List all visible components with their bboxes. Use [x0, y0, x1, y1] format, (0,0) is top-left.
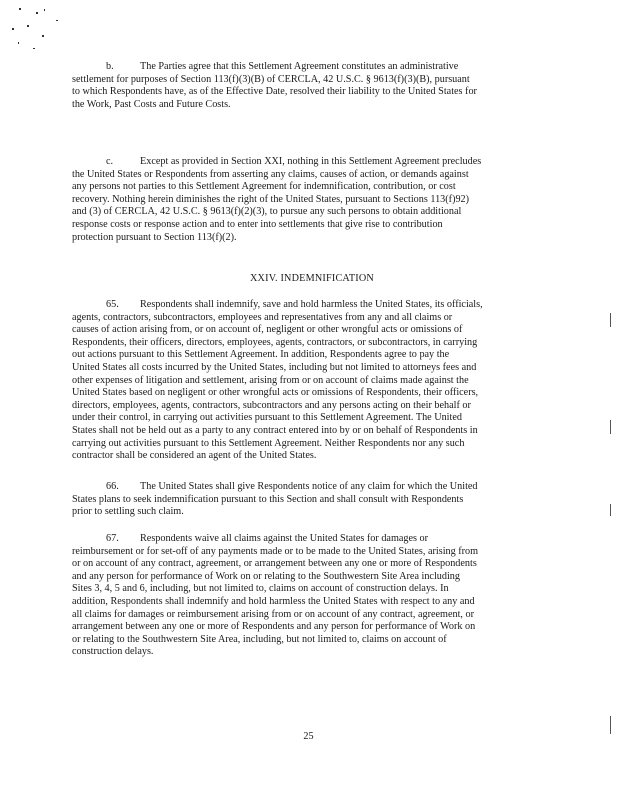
paragraph-66 [72, 481, 552, 519]
paragraph-line: out actions pursuant to this Settlement Agreement. In addition, Respondents agree to pay the [72, 349, 450, 361]
paragraph-line: The Parties agree that this Settlement Agreement constitutes an administrative [140, 61, 459, 72]
paragraph-line: and any person for performance of Work on or relating to the Southwestern Site Area including [72, 570, 460, 582]
paragraph-line: settlement for purposes of Section 113(f)(3)(B) of CERCLA, 42 U.S.C. § 9613(f)(3)(B), pursuant [72, 73, 470, 85]
paragraph-line: reimbursement or for set-off of any payments made or to be made to the United States, arising from [72, 545, 479, 557]
paragraph-line: other expenses of litigation and settlement, arising from or on account of claims made against the [72, 374, 469, 386]
paragraph-line: to which Respondents have, as of the Effective Date, resolved their liability to the United States for [72, 86, 477, 98]
paragraph-line: Respondents waive all claims against the United States for damages or [140, 533, 429, 544]
page-number: 25 [303, 731, 314, 742]
paragraph-line: United States based on negligent or other wrongful acts or omissions of Respondents, their officers, [72, 387, 479, 399]
paragraph-line: construction delays. [72, 646, 154, 658]
section-heading: XXIV. INDEMNIFICATION [250, 273, 374, 284]
paragraph-b [72, 61, 552, 111]
scan-speck [56, 20, 58, 21]
paragraph-line: or relating to the Southwestern Site Area, including, but not limited to, claims on account of [72, 633, 447, 645]
paragraph-line: United States all costs incurred by the United States, including but not limited to attorneys fees and [72, 361, 477, 373]
scan-speck [42, 35, 44, 37]
paragraph-line: Respondents shall indemnify, save and hold harmless the United States, its officials, [140, 299, 483, 310]
paragraph-line: addition, Respondents shall indemnify and hold harmless the United States with respect to any and [72, 595, 475, 607]
paragraph-line: States plans to seek indemnification pursuant to this Section and shall consult with Respondents [72, 493, 464, 505]
paragraph-label: b. [106, 61, 114, 72]
paragraph-line: Respondents, their officers, directors, employees, agents, contractors, or subcontractors, in carrying [72, 336, 478, 348]
paragraph-line: under their control, in carrying out activities pursuant to this Settlement Agreement. The United [72, 412, 462, 424]
paragraph-line: recovery. Nothing herein diminishes the right of the United States, pursuant to Sections 113(f)92) [72, 193, 470, 205]
paragraph-label: 67. [106, 533, 119, 544]
paragraph-line: prior to settling such claim. [72, 506, 184, 518]
paragraph-line: the United States or Respondents from asserting any claims, causes of action, or demands against [72, 168, 469, 180]
paragraph-line: arrangement between any one or more of Respondents and any person for performance of Work on [72, 621, 476, 633]
scan-speck [27, 25, 29, 27]
paragraph-67 [72, 533, 552, 659]
paragraph-line: Except as provided in Section XXI, nothing in this Settlement Agreement precludes [140, 156, 482, 167]
paragraph-line: any persons not parties to this Settlement Agreement for indemnification, contribution, or cost [72, 181, 456, 193]
scan-speck [18, 42, 19, 44]
margin-mark [610, 420, 611, 434]
scan-speck [33, 48, 35, 49]
paragraph-label: 66. [106, 481, 119, 492]
scan-speck [44, 9, 45, 11]
paragraph-line: directors, employees, agents, contractors, subcontractors and any persons acting on their behalf or [72, 399, 471, 411]
paragraph-line: response costs or response action and to enter into settlements that give rise to contribution [72, 218, 443, 230]
scan-speck [36, 12, 38, 14]
paragraph-line: all claims for damages or reimbursement arising from or on account of any contract, agreement, or [72, 608, 474, 620]
paragraph-line: agents, contractors, subcontractors, employees and representatives from any and all claims or [72, 311, 453, 323]
paragraph-65 [72, 299, 552, 463]
paragraph-line: and (3) of CERCLA, 42 U.S.C. § 9613(f)(2)(3), to pursue any such persons to obtain additional [72, 206, 462, 218]
paragraph-line: or on account of any contract, agreement, or arrangement between any one or more of Respondents [72, 558, 477, 570]
paragraph-label: c. [106, 156, 114, 167]
paragraph-line: States shall not be held out as a party to any contract entered into by or on behalf of Respondents in [72, 424, 478, 436]
paragraph-line: carrying out activities pursuant to this Settlement Agreement. Neither Respondents nor any such [72, 437, 465, 449]
scan-speck [19, 8, 21, 10]
paragraph-line: contractor shall be considered an agent of the United States. [72, 450, 317, 462]
paragraph-c [72, 156, 552, 244]
paragraph-label: 65. [106, 299, 119, 310]
paragraph-line: The United States shall give Respondents notice of any claim for which the United [140, 481, 478, 492]
paragraph-line: Sites 3, 4, 5 and 6, including, but not limited to, claims on account of construction delays. In [72, 583, 449, 595]
margin-mark [610, 504, 611, 516]
scan-speck [12, 28, 14, 30]
paragraph-line: causes of action arising from, or on account of, negligent or other wrongful acts or omissions of [72, 324, 463, 336]
paragraph-line: protection pursuant to Section 113(f)(2). [72, 231, 237, 243]
paragraph-line: the Work, Past Costs and Future Costs. [72, 98, 231, 110]
margin-mark [610, 313, 611, 327]
